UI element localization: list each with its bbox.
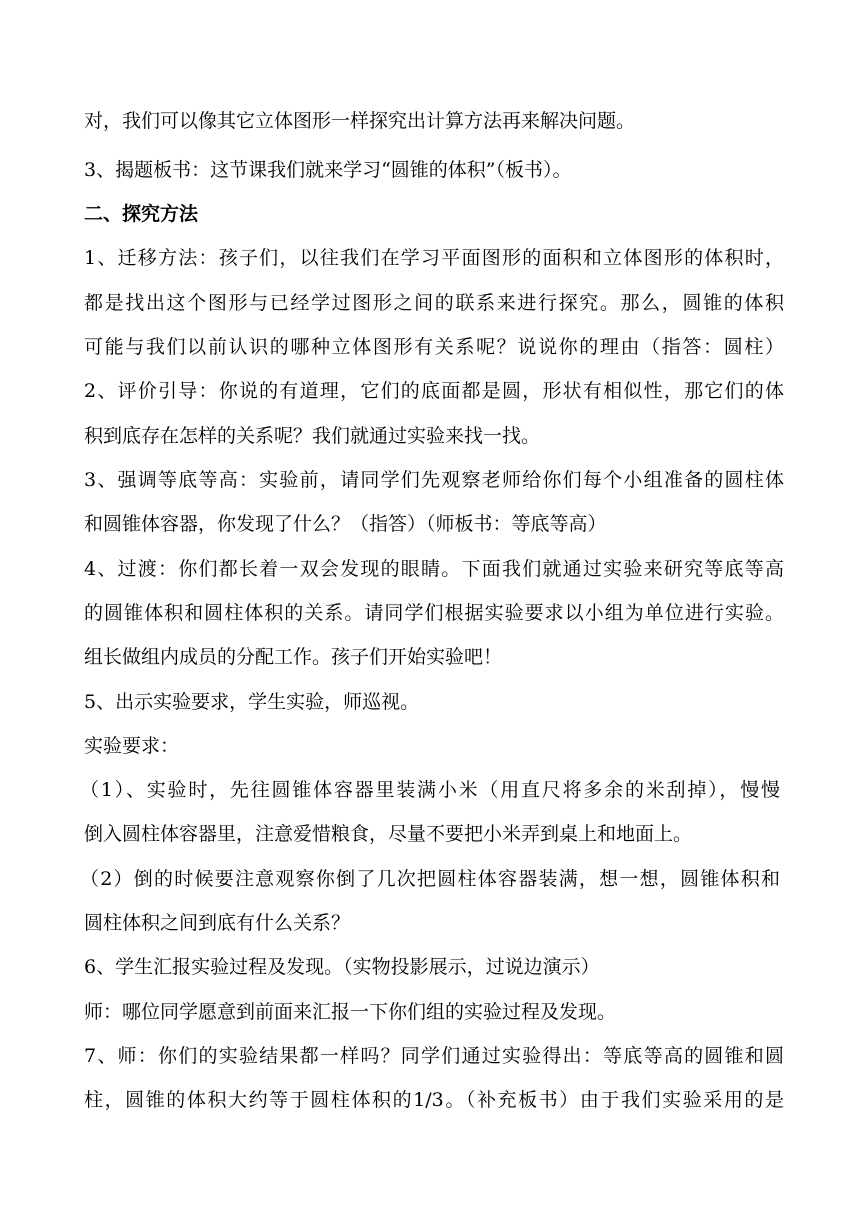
text-line: 的圆锥体积和圆柱体积的关系。请同学们根据实验要求以小组为单位进行实验。 xyxy=(84,602,784,624)
text-line: 3、强调等底等高：实验前，请同学们先观察老师给你们每个小组准备的圆柱体 xyxy=(84,469,784,491)
text-line: 倒入圆柱体容器里，注意爱惜粮食，尽量不要把小米弄到桌上和地面上。 xyxy=(84,823,693,845)
text-line: 圆柱体积之间到底有什么关系？ xyxy=(84,912,351,934)
text-line: 4、过渡：你们都长着一双会发现的眼睛。下面我们就通过实验来研究等底等高 xyxy=(84,558,784,580)
text-line: 师：哪位同学愿意到前面来汇报一下你们组的实验过程及发现。 xyxy=(84,1001,617,1023)
text-line: 1、迁移方法：孩子们，以往我们在学习平面图形的面积和立体图形的体积时， xyxy=(84,247,784,269)
text-line: 6、学生汇报实验过程及发现。（实物投影展示，过说边演示） xyxy=(84,956,600,978)
text-line: （2）倒的时候要注意观察你倒了几次把圆柱体容器装满，想一想，圆锥体积和 xyxy=(80,868,780,890)
section-heading: 二、探究方法 xyxy=(84,203,199,225)
text-line: 实验要求： xyxy=(84,735,180,757)
text-line: 都是找出这个图形与已经学过图形之间的联系来进行探究。那么，圆锥的体积 xyxy=(84,292,784,314)
text-line: 5、出示实验要求，学生实验，师巡视。 xyxy=(84,691,420,713)
text-line: 对，我们可以像其它立体图形一样探究出计算方法再来解决问题。 xyxy=(84,110,636,132)
text-line: 和圆锥体容器，你发现了什么？（指答）（师板书：等底等高） xyxy=(84,513,607,535)
text-line: 3、揭题板书：这节课我们就来学习“圆锥的体积”（板书）。 xyxy=(84,159,572,181)
text-line: 组长做组内成员的分配工作。孩子们开始实验吧！ xyxy=(84,646,503,668)
text-line: 2、评价引导：你说的有道理，它们的底面都是圆，形状有相似性，那它们的体 xyxy=(84,380,784,402)
text-line: 可能与我们以前认识的哪种立体图形有关系呢？说说你的理由（指答：圆柱） xyxy=(84,336,784,358)
text-line: 积到底存在怎样的关系呢？我们就通过实验来找一找。 xyxy=(84,425,541,447)
text-line: 柱，圆锥的体积大约等于圆柱体积的1/3。（补充板书）由于我们实验采用的是 xyxy=(84,1089,784,1111)
text-line: （1）、实验时，先往圆锥体容器里装满小米（用直尺将多余的米刮掉），慢慢 xyxy=(80,779,780,801)
text-line: 7、师：你们的实验结果都一样吗？同学们通过实验得出：等底等高的圆锥和圆 xyxy=(84,1045,784,1067)
